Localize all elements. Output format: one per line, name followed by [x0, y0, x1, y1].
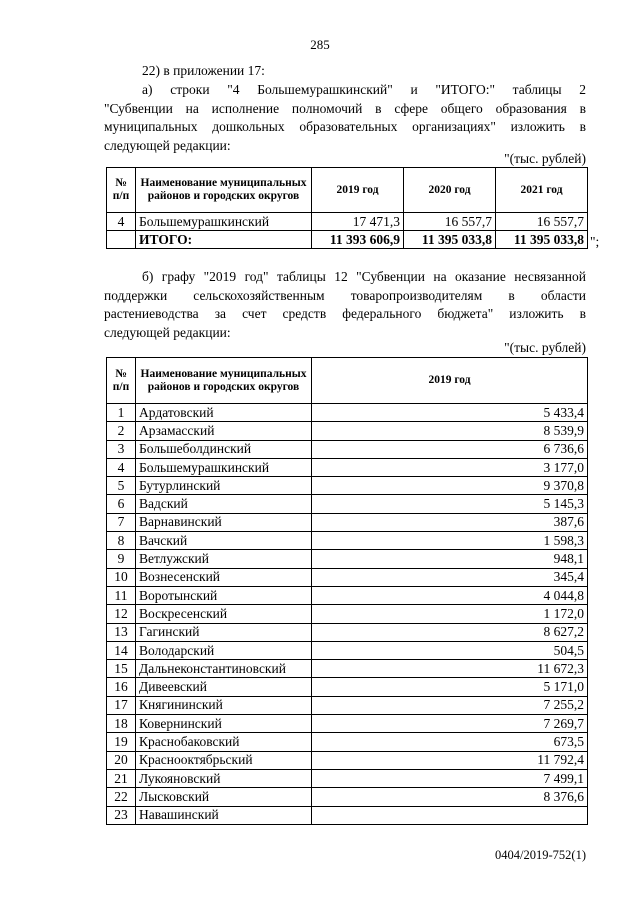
table-row [107, 660, 588, 678]
cell-name: Большемурашкинский [136, 458, 312, 476]
item-heading: 22) в приложении 17: [142, 63, 265, 78]
cell-name: Дальнеконстантиновский [136, 660, 312, 678]
cell-2019: 4 044,8 [312, 586, 588, 604]
cell-2019: 1 598,3 [312, 532, 588, 550]
col-header-name: Наименование муниципальных районов и городских округов [136, 358, 312, 404]
cell-2020: 16 557,7 [404, 213, 496, 231]
paragraph-b-line: поддержки сельскохозяйственным товаропроизводителям в области [104, 287, 586, 303]
cell-2019: 504,5 [312, 641, 588, 659]
cell-number: 20 [107, 751, 136, 769]
cell-name: Воротынский [136, 586, 312, 604]
cell-2019: 387,6 [312, 513, 588, 531]
table-row [107, 605, 588, 623]
paragraph-b-line: б) графу "2019 год" таблицы 12 "Субвенции на оказание несвязанной [142, 269, 586, 284]
col-header-2019: 2019 год [312, 168, 404, 213]
table-row [107, 495, 588, 513]
paragraph-item [104, 62, 586, 81]
cell-2019: 5 433,4 [312, 404, 588, 422]
table-row [107, 440, 588, 458]
cell-number: 7 [107, 513, 136, 531]
cell-name: Краснооктябрьский [136, 751, 312, 769]
cell-2019: 7 499,1 [312, 769, 588, 787]
table-header-row [107, 168, 588, 213]
table-total-row [107, 231, 588, 249]
table-row [107, 550, 588, 568]
table-row [107, 568, 588, 586]
cell-2019: 673,5 [312, 733, 588, 751]
paragraph-a-line: следующей редакции: [104, 137, 231, 153]
cell-2019: 8 627,2 [312, 623, 588, 641]
cell-2020: 11 395 033,8 [404, 231, 496, 249]
cell-2019: 6 736,6 [312, 440, 588, 458]
cell-number: 17 [107, 696, 136, 714]
table-row [107, 513, 588, 531]
cell-2021: 16 557,7 [496, 213, 588, 231]
cell-name: Бутурлинский [136, 477, 312, 495]
cell-2019: 9 370,8 [312, 477, 588, 495]
paragraph-a-line: "Субвенции на исполнение полномочий в сфере общего образования в [104, 100, 586, 116]
cell-number: 21 [107, 769, 136, 787]
cell-name: Ардатовский [136, 404, 312, 422]
paragraph-b [104, 268, 586, 342]
cell-number: 23 [107, 806, 136, 824]
cell-number: 13 [107, 623, 136, 641]
cell-number [107, 231, 136, 249]
table-row [107, 641, 588, 659]
cell-2019: 7 255,2 [312, 696, 588, 714]
table-row [107, 788, 588, 806]
cell-name: Володарский [136, 641, 312, 659]
cell-2019: 345,4 [312, 568, 588, 586]
table-row [107, 769, 588, 787]
unit-label: "(тыс. рублей) [504, 340, 586, 355]
cell-name: Вознесенский [136, 568, 312, 586]
table-row [107, 806, 588, 824]
cell-2019: 17 471,3 [312, 213, 404, 231]
cell-2021: 11 395 033,8 [496, 231, 588, 249]
table-row [107, 733, 588, 751]
cell-2019: 11 672,3 [312, 660, 588, 678]
cell-name: Ветлужский [136, 550, 312, 568]
col-header-2020: 2020 год [404, 168, 496, 213]
table-row [107, 715, 588, 733]
cell-name: Вадский [136, 495, 312, 513]
table-row [107, 586, 588, 604]
table-row [107, 678, 588, 696]
cell-2019: 1 172,0 [312, 605, 588, 623]
cell-2019: 5 145,3 [312, 495, 588, 513]
cell-2019: 8 539,9 [312, 422, 588, 440]
page-number: 285 [310, 37, 330, 52]
cell-number: 15 [107, 660, 136, 678]
col-header-2021: 2021 год [496, 168, 588, 213]
col-header-number: № п/п [107, 358, 136, 404]
cell-number: 10 [107, 568, 136, 586]
cell-name: Княгининский [136, 696, 312, 714]
cell-name: Дивеевский [136, 678, 312, 696]
cell-2019: 948,1 [312, 550, 588, 568]
cell-number: 4 [107, 458, 136, 476]
cell-number: 1 [107, 404, 136, 422]
cell-2019: 11 792,4 [312, 751, 588, 769]
paragraph-b-line: следующей редакции: [104, 324, 231, 340]
cell-number: 5 [107, 477, 136, 495]
cell-number: 19 [107, 733, 136, 751]
paragraph-a-line: а) строки "4 Большемурашкинский" и "ИТОГО:" таблицы 2 [142, 82, 586, 97]
table-header-row [107, 358, 588, 404]
cell-number: 11 [107, 586, 136, 604]
cell-2019: 3 177,0 [312, 458, 588, 476]
cell-2019: 5 171,0 [312, 678, 588, 696]
cell-number: 8 [107, 532, 136, 550]
col-header-name: Наименование муниципальных районов и городских округов [136, 168, 312, 213]
cell-name: Краснобаковский [136, 733, 312, 751]
cell-name: Лысковский [136, 788, 312, 806]
document-code: 0404/2019-752(1) [495, 848, 586, 862]
cell-number: 12 [107, 605, 136, 623]
cell-2019: 8 376,6 [312, 788, 588, 806]
table-row [107, 532, 588, 550]
cell-number: 6 [107, 495, 136, 513]
table-row [107, 477, 588, 495]
table-row [107, 458, 588, 476]
cell-name: Воскресенский [136, 605, 312, 623]
cell-number: 4 [107, 213, 136, 231]
col-header-2019: 2019 год [312, 358, 588, 404]
table-2-excerpt [106, 167, 588, 249]
cell-number: 2 [107, 422, 136, 440]
cell-name: Большеболдинский [136, 440, 312, 458]
paragraph-a [104, 81, 586, 155]
cell-2019 [312, 806, 588, 824]
paragraph-a-line: муниципальных дошкольных образовательных организациях" изложить в [104, 119, 586, 134]
paragraph-b-line: растениеводства за счет средств федерального бюджета" изложить в [104, 306, 586, 321]
table-row [107, 696, 588, 714]
table-row [107, 422, 588, 440]
cell-number: 16 [107, 678, 136, 696]
cell-name: Арзамасский [136, 422, 312, 440]
table-row [107, 404, 588, 422]
table-row [107, 213, 588, 231]
table-12-excerpt [106, 357, 588, 825]
cell-number: 9 [107, 550, 136, 568]
cell-number: 14 [107, 641, 136, 659]
cell-name: ИТОГО: [136, 231, 312, 249]
cell-name: Вачский [136, 532, 312, 550]
cell-name: Навашинский [136, 806, 312, 824]
unit-label: "(тыс. рублей) [504, 151, 586, 166]
cell-name: Ковернинский [136, 715, 312, 733]
cell-name: Варнавинский [136, 513, 312, 531]
cell-number: 3 [107, 440, 136, 458]
table-row [107, 751, 588, 769]
table-row [107, 623, 588, 641]
cell-number: 22 [107, 788, 136, 806]
cell-number: 18 [107, 715, 136, 733]
table-closing-quote: "; [590, 234, 600, 249]
cell-name: Большемурашкинский [136, 213, 312, 231]
cell-name: Лукояновский [136, 769, 312, 787]
cell-name: Гагинский [136, 623, 312, 641]
cell-2019: 7 269,7 [312, 715, 588, 733]
cell-2019: 11 393 606,9 [312, 231, 404, 249]
col-header-number: № п/п [107, 168, 136, 213]
